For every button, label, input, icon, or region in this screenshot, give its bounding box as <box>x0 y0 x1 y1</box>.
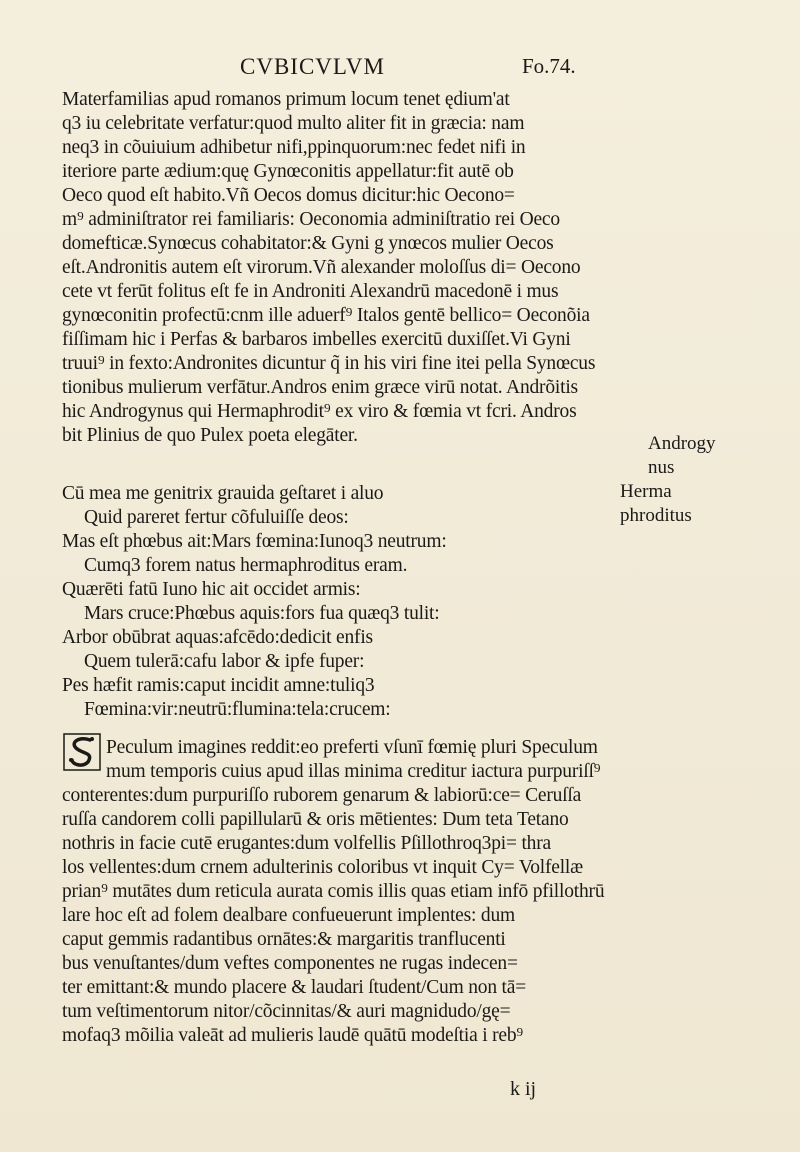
prose-line: neq3 in cõuiuium adhibetur nifi,ppinquorum:nec fedet nifi in <box>62 137 526 158</box>
margin-note: phroditus <box>620 505 692 526</box>
section-line: conterentes:dum purpuriſſo ruborem genarum & labiorū:ce= Ceruſſa <box>62 785 582 806</box>
section-line: mum temporis cuius apud illas minima creditur iactura purpuriſſ⁹ <box>106 761 601 782</box>
prose-line: truui⁹ in fexto:Andronites dicuntur q̃ in his viri fine itei pella Synœcus <box>62 353 596 374</box>
verse-line: Fœmina:vir:neutrū:flumina:tela:crucem: <box>84 699 391 720</box>
prose-line: bit Plinius de quo Pulex poeta elegāter. <box>62 425 358 446</box>
prose-line: Materfamilias apud romanos primum locum tenet ędium'at <box>62 89 510 110</box>
prose-line: domefticæ.Synœcus cohabitator:& Gyni g ynœcos mulier Oecos <box>62 233 554 254</box>
verse-line: Cū mea me genitrix grauida geſtaret i aluo <box>62 483 384 504</box>
section-line: bus venuſtantes/dum veftes componentes ne rugas indecen= <box>62 953 518 974</box>
section-line: prian⁹ mutātes dum reticula aurata comis illis quas etiam infō pfillothrū <box>62 881 605 902</box>
section-line: mofaq3 mõilia valeāt ad mulieris laudē quātū modeſtia i reb⁹ <box>62 1025 524 1046</box>
section-line: ter emittant:& mundo placere & laudari ſtudent/Cum non tā= <box>62 977 527 998</box>
section-line: caput gemmis radantibus ornātes:& margaritis tranflucenti <box>62 929 506 950</box>
section-line: Peculum imagines reddit:eo preferti vſunī fœmię pluri Speculum <box>106 737 598 758</box>
prose-line: iteriore parte ædium:quę Gynœconitis appellatur:fit autē ob <box>62 161 514 182</box>
prose-line: q3 iu celebritate verfatur:quod multo aliter fit in græcia: nam <box>62 113 525 134</box>
section-line: lare hoc eſt ad folem dealbare confueuerunt implentes: dum <box>62 905 515 926</box>
verse-line: Pes hæfit ramis:caput incidit amne:tuliq3 <box>62 675 375 696</box>
verse-line: Cumq3 forem natus hermaphroditus eram. <box>84 555 408 576</box>
prose-line: eſt.Andronitis autem eſt virorum.Vñ alexander moloſſus di= Oecono <box>62 257 581 278</box>
running-title: CVBICVLVM <box>240 54 385 79</box>
prose-line: fiſſimam hic i Perfas & barbaros imbelles exercitū duxiſſet.Vi Gyni <box>62 329 571 350</box>
prose-line: hic Androgynus qui Hermaphrodit⁹ ex viro & fœmia vt fcri. Andros <box>62 401 577 422</box>
margin-note: Herma <box>620 481 672 502</box>
margin-note: Androgy <box>648 433 716 454</box>
prose-line: tionibus mulierum verfātur.Andros enim græce virū notat. Andrõitis <box>62 377 578 398</box>
prose-line: gynœconitin profectū:cnm ille aduerf⁹ Italos gentē bellico= Oeconõia <box>62 305 590 326</box>
verse-line: Arbor obūbrat aquas:afcēdo:dedicit enfis <box>62 627 373 648</box>
prose-line: cete vt ferūt folitus eſt fe in Androniti Alexandrū macedonē i mus <box>62 281 559 302</box>
section-line: nothris in facie cutē erugantes:dum volfellis Pſillothroq3pi= thra <box>62 833 551 854</box>
section-line: ruſſa candorem colli papillularū & oris mētientes: Dum teta Tetano <box>62 809 569 830</box>
verse-line: Quem tulerā:cafu labor & ipfe fuper: <box>84 651 365 672</box>
section-line: tum veſtimentorum nitor/cõcinnitas/& auri magnidudo/gę= <box>62 1001 511 1022</box>
prose-line: Oeco quod eſt habito.Vñ Oecos domus dicitur:hic Oecono= <box>62 185 515 206</box>
verse-line: Quærēti fatū Iuno hic ait occidet armis: <box>62 579 361 600</box>
verse-line: Quid pareret fertur cõfuluiſſe deos: <box>84 507 349 528</box>
margin-note: nus <box>648 457 675 478</box>
prose-line: m⁹ adminiſtrator rei familiaris: Oeconomia adminiſtratio rei Oeco <box>62 209 560 230</box>
section-line: los vellentes:dum crnem adulterinis coloribus vt inquit Cy= Volfellæ <box>62 857 583 878</box>
verse-line: Mas eſt phœbus ait:Mars fœmina:Iunoq3 neutrum: <box>62 531 447 552</box>
verse-line: Mars cruce:Phœbus aquis:fors fua quæq3 tulit: <box>84 603 440 624</box>
folio-number: Fo.74. <box>522 54 576 78</box>
decorated-initial-s-icon <box>62 728 102 772</box>
signature-mark: k ij <box>510 1078 537 1100</box>
